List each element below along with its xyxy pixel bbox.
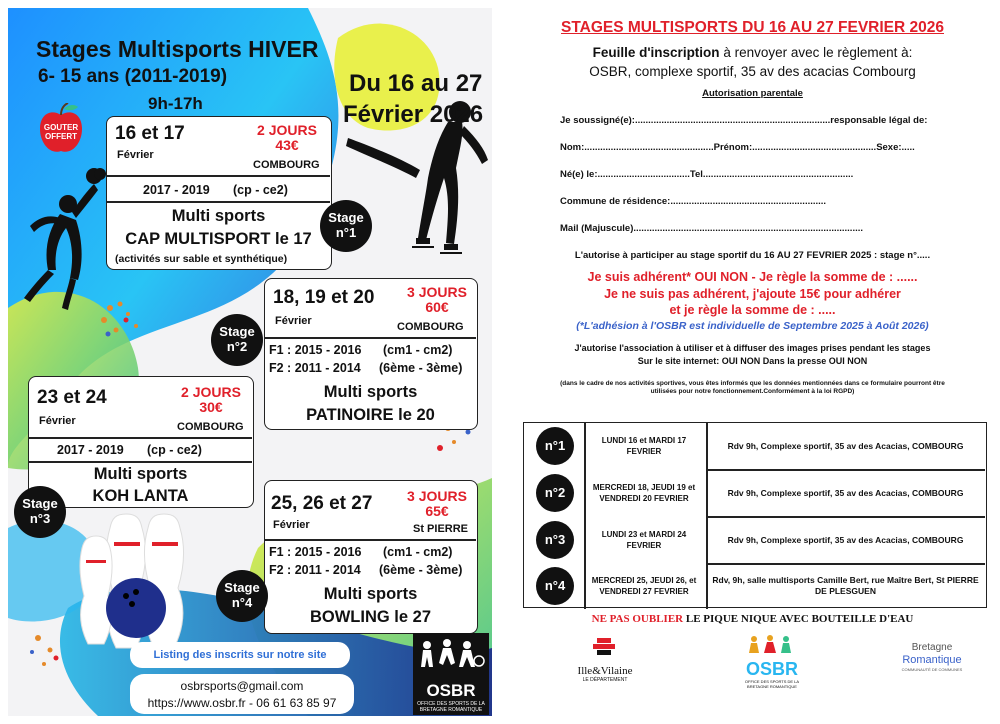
poster-dates [343, 68, 483, 130]
card-days-label: 3 JOURS [407, 284, 467, 300]
form-regle: et je règle la somme de : ..... [669, 303, 836, 317]
card-activity: CAP MULTISPORT le 17 [125, 230, 312, 248]
schedule-days: MERCREDI 18, JEUDI 19 et VENDREDI 20 FEVRIER [592, 483, 696, 503]
card-f1-classes: (cm1 - cm2) [383, 545, 453, 559]
apple-icon [38, 103, 84, 155]
card-sport: Multi sports [323, 383, 418, 401]
card-f1: F1 : 2015 - 2016 [269, 343, 362, 357]
card-price: 30€ [199, 399, 223, 415]
schedule-venue: Rdv 9h, Complexe sportif, 35 av des Acacias, COMBOURG [727, 487, 964, 498]
apple-label [38, 123, 84, 141]
ille-vilaine-logo [575, 636, 635, 684]
card-days-label: 2 JOURS [257, 122, 317, 138]
card-f2-classes: (6ème - 3ème) [379, 563, 463, 577]
card-group: 2017 - 2019 [57, 443, 124, 457]
card-sport: Multi sports [323, 585, 418, 603]
schedule-days: MERCREDI 25, JEUDI 26, et VENDREDI 27 FEVRIER [591, 576, 697, 596]
schedule-num: n°3 [536, 521, 574, 559]
form-address: OSBR, complexe sportif, 35 av des acacias Combourg [589, 64, 916, 79]
form-reminder-rest: LE PIQUE NIQUE AVEC BOUTEILLE D'EAU [683, 613, 914, 625]
card-place: COMBOURG [177, 421, 244, 433]
card-place: St PIERRE [413, 523, 469, 535]
bretagne-romantique-logo [900, 642, 964, 682]
osbr-logo-small-athletes [740, 634, 804, 654]
card-f2-classes: (6ème - 3ème) [379, 361, 463, 375]
form-images-consent: J'autorise l'association à utiliser et à diffuser des images prises pendant les stages [574, 343, 931, 353]
field-mail[interactable]: Mail (Majuscule)....................................................................................... [560, 223, 864, 234]
poster-dates-line1: Du 16 au 27 [349, 70, 483, 97]
stage-card-2 [264, 278, 478, 430]
card-month: Février [39, 415, 76, 427]
field-commune[interactable]: Commune de résidence:........................................................... [560, 196, 827, 207]
card-date: 23 et 24 [37, 387, 107, 408]
card-divider [107, 175, 330, 177]
listing-link[interactable]: Listing des inscrits sur notre site [130, 642, 350, 668]
card-sport: Multi sports [171, 207, 266, 225]
form-reminder-red: NE PAS OUBLIER [591, 613, 684, 625]
form-images-options: Sur le site internet: OUI NON Dans la presse OUI NON [637, 356, 868, 366]
form-rgpd: (dans le cadre de nos activités sportives, vous êtes informés que les données mentionnées dans ce formulaire pourront être utilisées pour notre fonctionnement.Conformément à la loi RGPD) [560, 380, 945, 395]
contact-box [130, 674, 354, 714]
field-soussigne[interactable]: Je soussigné(e):..........................................................................responsable légal de: [560, 115, 928, 126]
card-classes: (cp - ce2) [233, 183, 288, 197]
stage-badge-1 [320, 200, 372, 252]
stage-badge-num: n°3 [29, 511, 51, 526]
card-month: Février [275, 315, 312, 327]
card-month: Février [117, 149, 154, 161]
form-authorize: L'autorise à participer au stage sportif du 16 AU 27 FEVRIER 2025 : stage n°..... [574, 250, 931, 261]
schedule-num: n°4 [536, 567, 574, 605]
card-price: 60€ [425, 299, 449, 315]
card-sport: Multi sports [93, 465, 188, 483]
card-date: 16 et 17 [115, 123, 185, 144]
stage-badge-word: Stage [22, 496, 58, 511]
ille-vilaine-name: Ille&Vilaine [577, 665, 633, 677]
stage-badge-num: n°2 [226, 339, 248, 354]
osbr-logo-small-name: OSBR [745, 659, 798, 679]
card-note: (activités sur sable et synthétique) [115, 253, 288, 265]
form-auth-title: Autorisation parentale [702, 88, 803, 99]
field-nom-prenom-sexe[interactable]: Nom:.................................................Prénom:...............................................Sexe:..... [560, 142, 915, 153]
card-days [399, 285, 475, 315]
stage-card-3 [28, 376, 254, 508]
osbr-logo-small-sub: OFFICE DES SPORTS DE LA BRETAGNE ROMANTIQUE [744, 679, 800, 689]
contact-email[interactable]: osbrsports@gmail.com [180, 679, 304, 693]
form-intro-bold: Feuille d'inscription [592, 45, 720, 60]
schedule-table [523, 422, 987, 608]
osbr-logo-small [740, 634, 804, 688]
poster-title: Stages Multisports HIVER [36, 36, 319, 62]
poster-ages: 6- 15 ans (2011-2019) [38, 66, 228, 87]
card-divider [107, 201, 330, 203]
card-divider [265, 539, 476, 541]
poster-dates-line2: Février 2026 [343, 101, 484, 128]
form-title: STAGES MULTISPORTS DU 16 AU 27 FEVRIER 2026 [561, 19, 944, 36]
schedule-row [524, 563, 985, 609]
osbr-logo-sub: OFFICE DES SPORTS DE LA BRETAGNE ROMANTIQUE [417, 701, 485, 713]
schedule-venue: Rdv, 9h, salle multisports Camille Bert, rue Maître Bert, St PIERRE DE PLESGUEN [712, 575, 979, 596]
card-date: 18, 19 et 20 [273, 287, 375, 308]
card-price: 43€ [275, 137, 299, 153]
card-month: Février [273, 519, 310, 531]
bretagne-name-2: Romantique [902, 654, 962, 666]
card-activity: BOWLING le 27 [309, 608, 432, 626]
form-intro-rest: à renvoyer avec le règlement à: [719, 45, 913, 60]
stage-badge-4 [216, 570, 268, 622]
ille-vilaine-mark [575, 636, 635, 660]
stage-badge-word: Stage [224, 580, 260, 595]
ille-vilaine-sub: LE DÉPARTEMENT [582, 677, 628, 683]
card-f2: F2 : 2011 - 2014 [269, 563, 361, 577]
card-days-label: 3 JOURS [407, 488, 467, 504]
stage-badge-word: Stage [328, 210, 364, 225]
apple-label-line1: GOUTER [43, 123, 79, 132]
card-place: COMBOURG [397, 321, 464, 333]
form-intro [505, 45, 1000, 60]
card-classes: (cp - ce2) [147, 443, 202, 457]
stage-card-4 [264, 480, 478, 634]
card-days [247, 123, 327, 153]
schedule-row [524, 470, 985, 516]
apple-label-line2: OFFERT [45, 132, 77, 141]
card-divider [29, 437, 252, 439]
stage-badge-word: Stage [219, 324, 255, 339]
osbr-logo-athletes [413, 633, 489, 681]
form-non-adherent: Je ne suis pas adhérent, j'ajoute 15€ pour adhérer [604, 287, 901, 301]
contact-website[interactable]: https://www.osbr.fr - 06 61 63 85 97 [147, 696, 337, 710]
form-reminder [505, 613, 1000, 625]
stage-badge-3 [14, 486, 66, 538]
schedule-row [524, 423, 985, 469]
card-f1: F1 : 2015 - 2016 [269, 545, 362, 559]
card-date: 25, 26 et 27 [271, 493, 373, 514]
schedule-num: n°1 [536, 427, 574, 465]
schedule-num: n°2 [536, 474, 574, 512]
card-f2: F2 : 2011 - 2014 [269, 361, 361, 375]
schedule-venue: Rdv 9h, Complexe sportif, 35 av des Acacias, COMBOURG [727, 440, 964, 451]
card-place: COMBOURG [253, 159, 320, 171]
stage-badge-num: n°1 [335, 225, 357, 240]
osbr-logo-name: OSBR [426, 681, 476, 700]
osbr-logo [413, 633, 489, 715]
card-activity: PATINOIRE le 20 [306, 406, 435, 424]
card-days-label: 2 JOURS [181, 384, 241, 400]
stage-badge-num: n°4 [231, 595, 253, 610]
bretagne-sub: COMMUNAUTÉ DE COMMUNES [901, 667, 963, 672]
schedule-days: LUNDI 16 et MARDI 17 FEVRIER [601, 436, 687, 456]
stage-card-1 [106, 116, 332, 270]
card-activity: KOH LANTA [92, 487, 189, 505]
card-f1-classes: (cm1 - cm2) [383, 343, 453, 357]
schedule-row [524, 517, 985, 563]
card-days [399, 489, 475, 519]
form-adhesion-note: (*L'adhésion à l'OSBR est individuelle de Septembre 2025 à Août 2026) [576, 320, 929, 332]
poster-hours: 9h-17h [148, 94, 203, 113]
schedule-venue: Rdv 9h, Complexe sportif, 35 av des Acacias, COMBOURG [727, 534, 964, 545]
bretagne-name-1: Bretagne [911, 642, 953, 653]
poster [8, 8, 492, 716]
card-group: 2017 - 2019 [143, 183, 210, 197]
card-price: 65€ [425, 503, 449, 519]
field-naissance-tel[interactable]: Né(e) le:...................................Tel......................................................... [560, 169, 854, 180]
form-adherent: Je suis adhérent* OUI NON - Je règle la somme de : ...... [587, 270, 918, 284]
schedule-days: LUNDI 23 et MARDI 24 FEVRIER [601, 530, 687, 550]
stage-badge-2 [211, 314, 263, 366]
card-divider [265, 337, 476, 339]
card-days [171, 385, 251, 415]
card-divider [29, 461, 252, 463]
